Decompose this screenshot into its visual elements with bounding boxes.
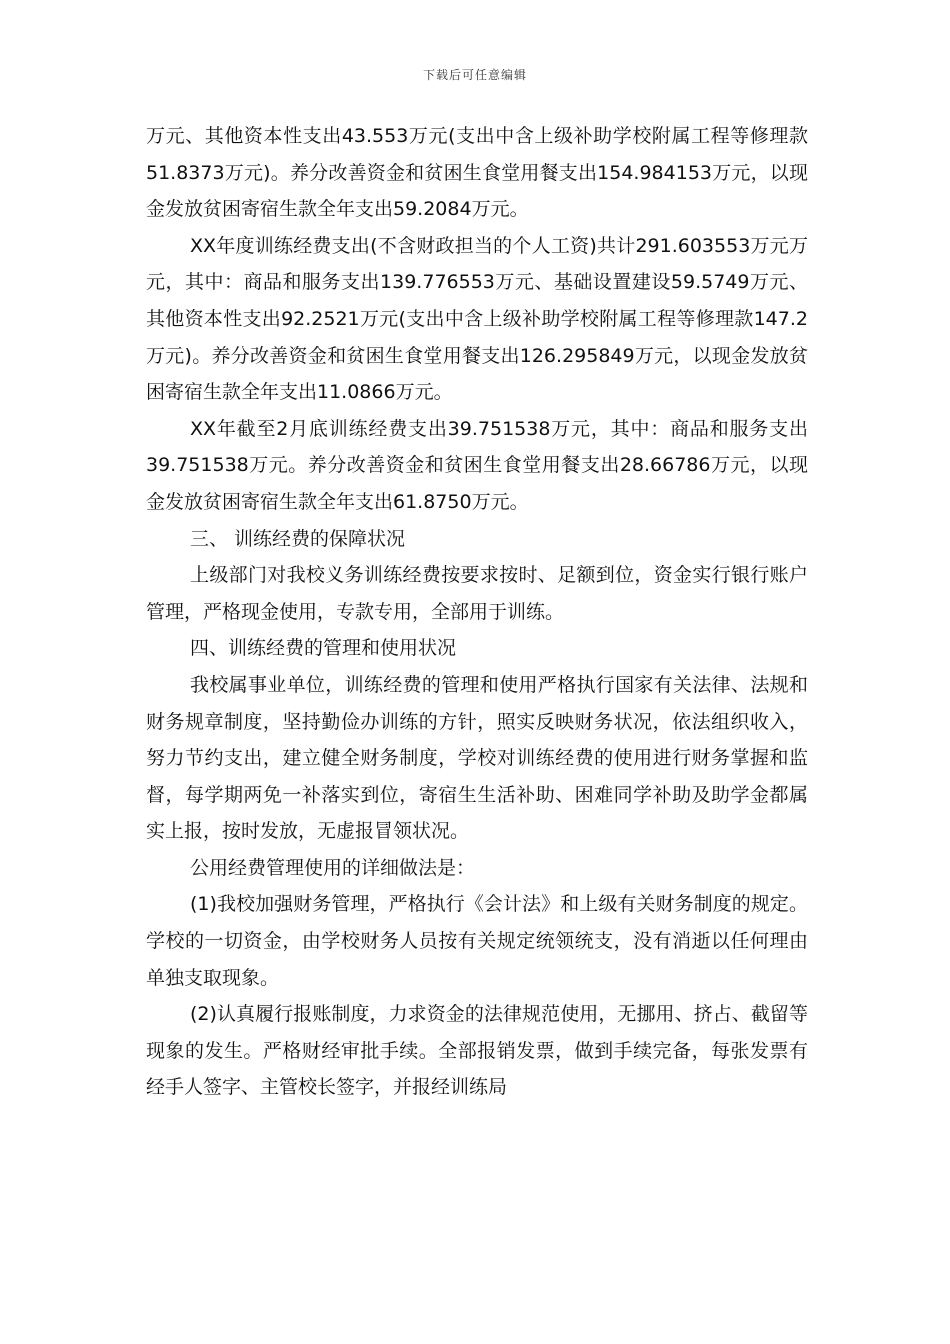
paragraph-7: (1)我校加强财务管理，严格执行《会计法》和上级有关财务制度的规定。学校的一切资金，由学校财务人员按有关规定统领统支，没有消逝以任何理由单独支取现象。 [146, 893, 808, 989]
paragraph-5: 我校属事业单位，训练经费的管理和使用严格执行国家有关法律、法规和财务规章制度，坚持勤俭办训练的方针，照实反映财务状况，依法组织收入，努力节约支出，建立健全财务制度，学校对训练经费的使用进行财务掌握和监督，每学期两免一补落实到位，寄宿生生活补助、困难同学补助及助学金都属实上报，按时发放，无虚报冒领状况。 [146, 673, 808, 843]
section-heading-3: 三、 训练经费的保障状况 [190, 527, 406, 550]
paragraph-6: 公用经费管理使用的详细做法是： [190, 856, 476, 879]
paragraph-1: 万元、其他资本性支出43.553万元(支出中含上级补助学校附属工程等修理款51.8373万元)。养分改善资金和贫困生食堂用餐支出154.984153万元，以现金发放贫困寄宿生款全年支出59.2084万元。 [146, 125, 808, 221]
paragraph-4: 上级部门对我校义务训练经费按要求按时、足额到位，资金实行银行账户管理，严格现金使用，专款专用，全部用于训练。 [146, 564, 808, 623]
document-body [146, 118, 808, 1106]
paragraph-2: XX年度训练经费支出(不含财政担当的个人工资)共计291.603553万元万元，其中：商品和服务支出139.776553万元、基础设置建设59.5749万元、其他资本性支出92.2521万元(支出中含上级补助学校附属工程等修理款147.2万元)。养分改善资金和贫困生食堂用餐支出126.295849万元，以现金发放贫困寄宿生款全年支出11.0866万元。 [146, 234, 808, 404]
page-header: 下载后可任意编辑 [422, 68, 527, 82]
paragraph-8: (2)认真履行报账制度，力求资金的法律规范使用，无挪用、挤占、截留等现象的发生。严格财经审批手续。全部报销发票，做到手续完备，每张发票有经手人签字、主管校长签字，并报经训练局 [146, 1003, 808, 1099]
section-heading-4: 四、训练经费的管理和使用状况 [190, 637, 457, 660]
paragraph-3: XX年截至2月底训练经费支出39.751538万元，其中：商品和服务支出39.751538万元。养分改善资金和贫困生食堂用餐支出28.66786万元，以现金发放贫困寄宿生款全年支出61.8750万元。 [146, 417, 808, 513]
